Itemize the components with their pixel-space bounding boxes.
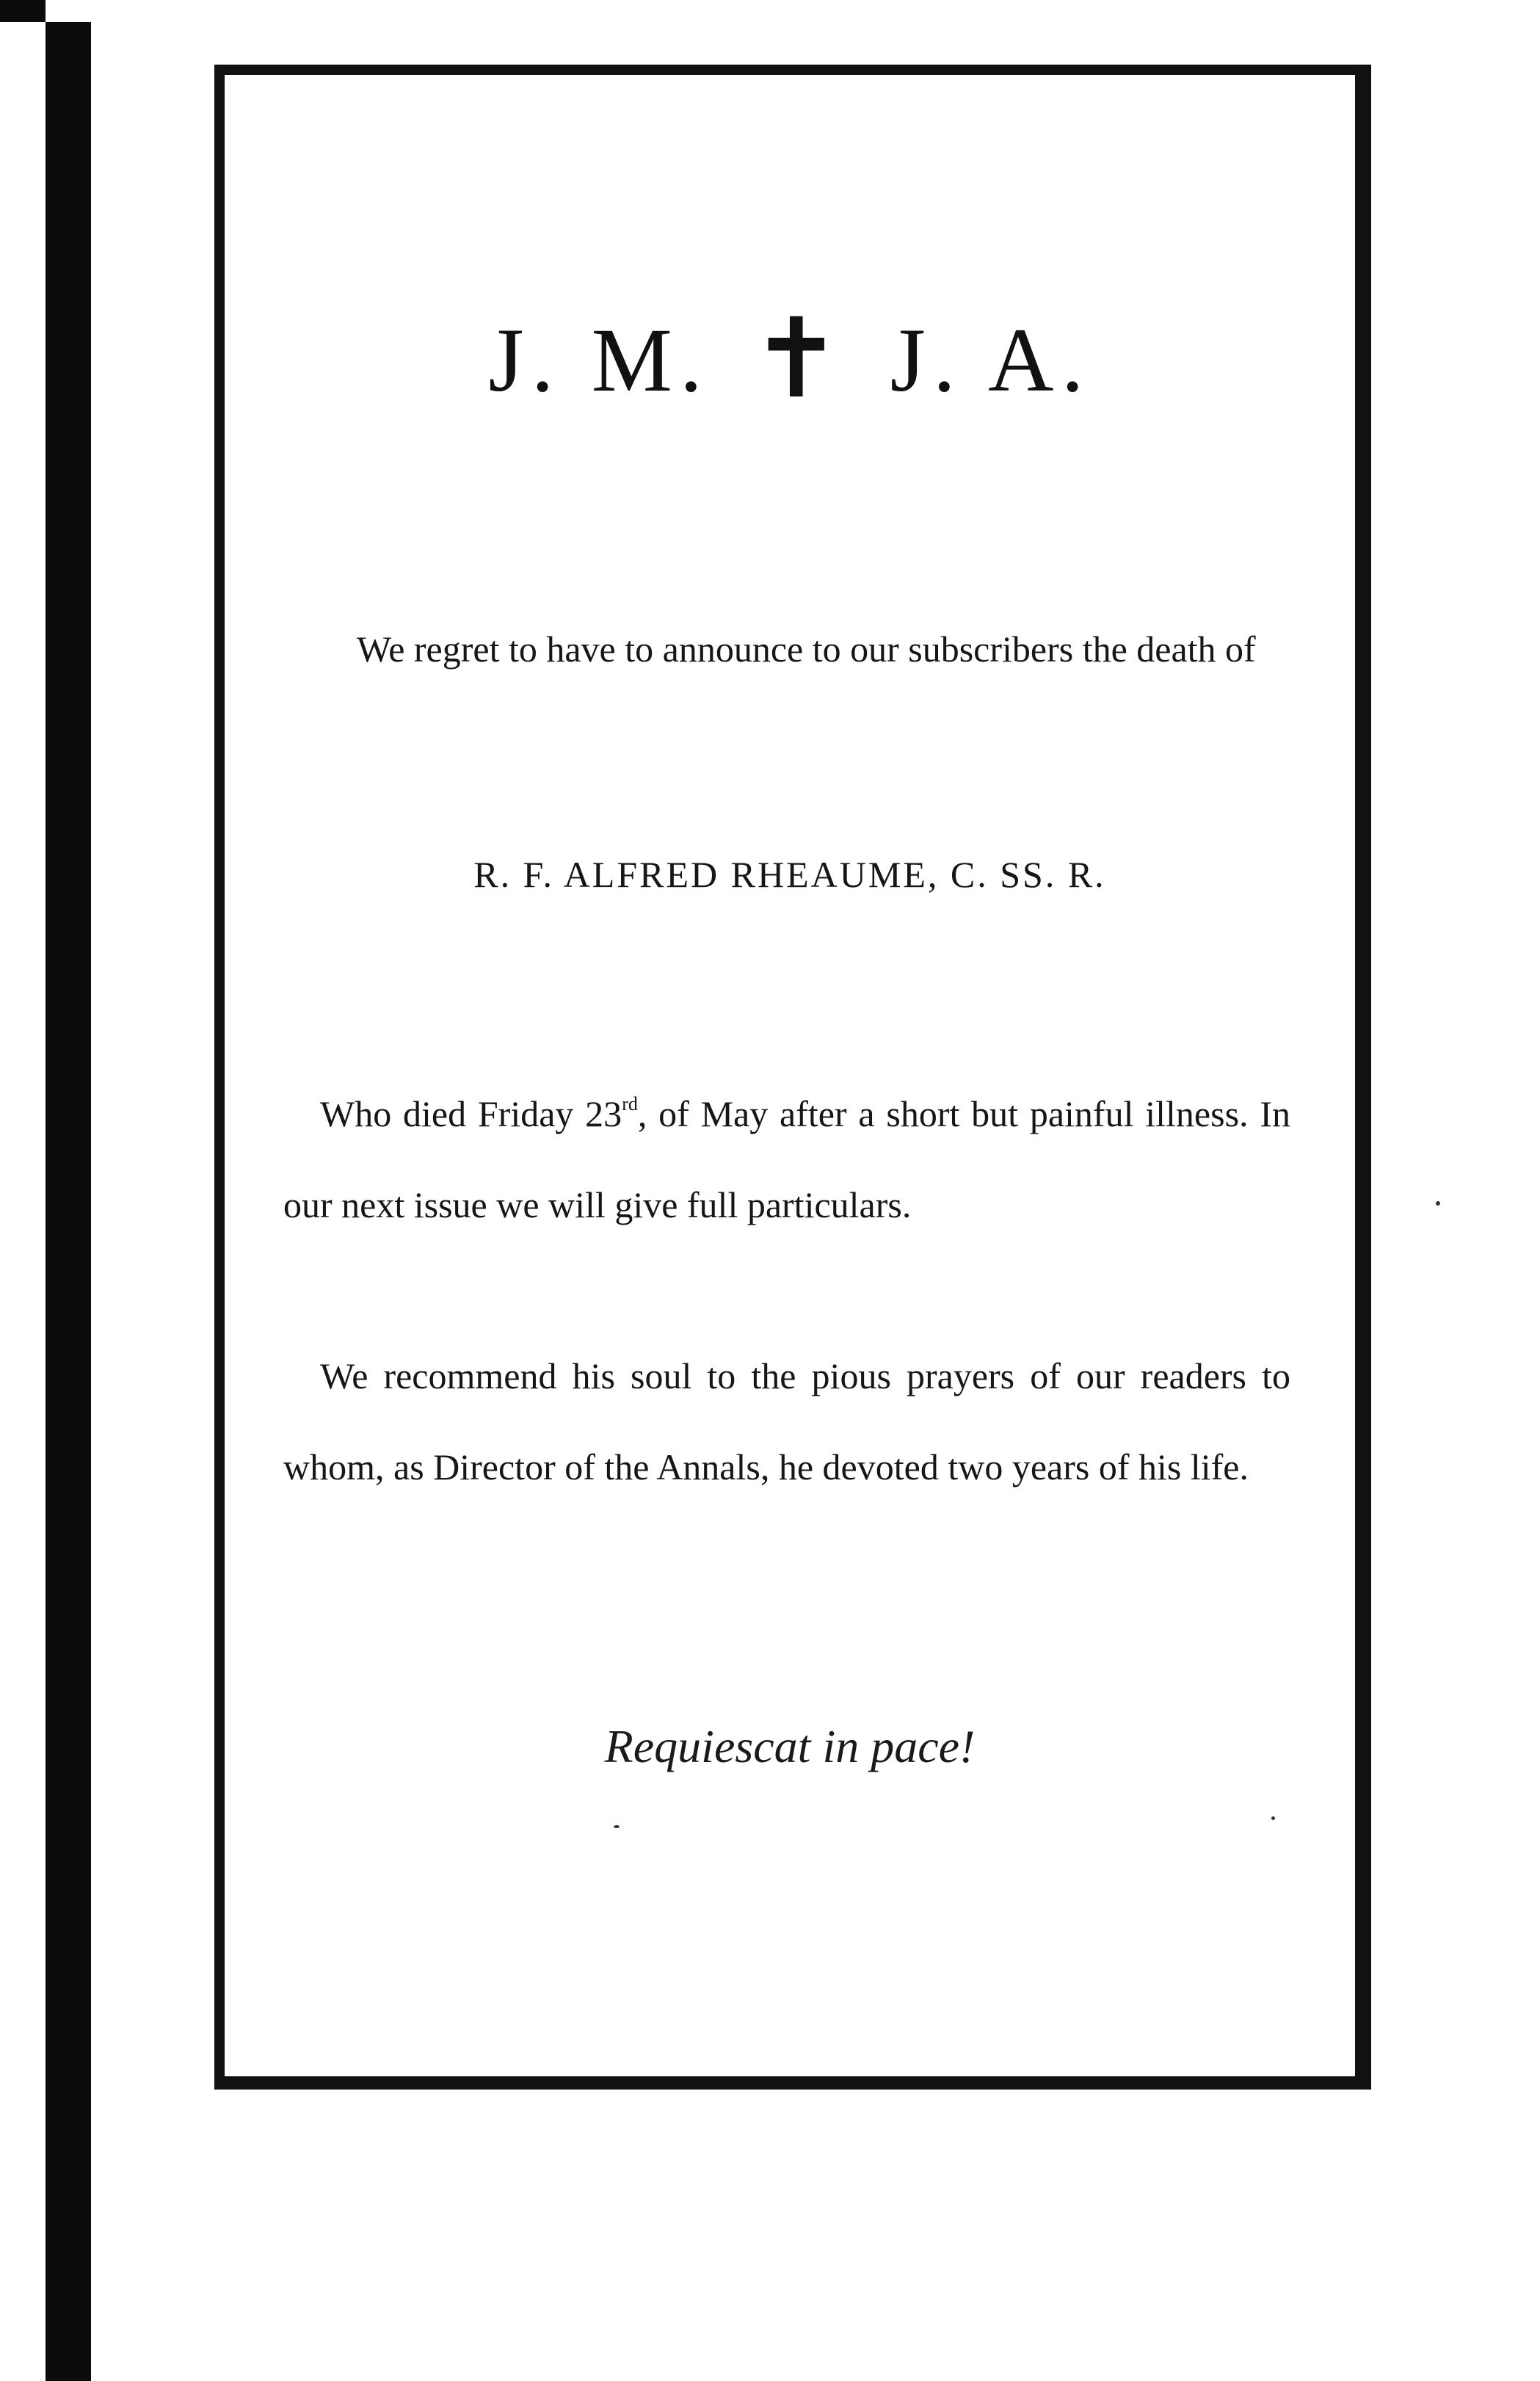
deceased-name: R. F. ALFRED RHEAUME, C. SS. R. xyxy=(473,854,1106,895)
closing-prayer: Requiescat in pace! xyxy=(604,1720,976,1772)
recommendation-paragraph: We recommend his soul to the pious prayers of our readers to whom, as Director of the Annals, he devoted two years of his life. xyxy=(283,1355,1290,1487)
page-binding-edge xyxy=(46,22,91,2381)
intro-paragraph: We regret to have to announce to our subscribers the death of xyxy=(357,628,1256,670)
death-notice-text-start: Who died Friday 23 xyxy=(320,1093,622,1134)
death-notice-text-end: , of May after a short but painful illness. In our next issue we will give full particulars. xyxy=(283,1093,1290,1225)
print-speck xyxy=(1271,1816,1275,1820)
heading-left: J. M. xyxy=(488,310,710,410)
death-notice-paragraph xyxy=(283,1059,1290,1250)
notice-content xyxy=(225,75,1355,2076)
mourning-border-frame xyxy=(214,65,1371,2090)
heading-right: J. A. xyxy=(890,310,1092,410)
page-edge-notch xyxy=(0,0,46,22)
ordinal-suffix: rd xyxy=(622,1093,638,1115)
monogram-heading xyxy=(225,295,1355,423)
cross-icon: ✝ xyxy=(749,295,850,423)
print-speck xyxy=(614,1825,620,1828)
print-speck xyxy=(1436,1201,1440,1206)
